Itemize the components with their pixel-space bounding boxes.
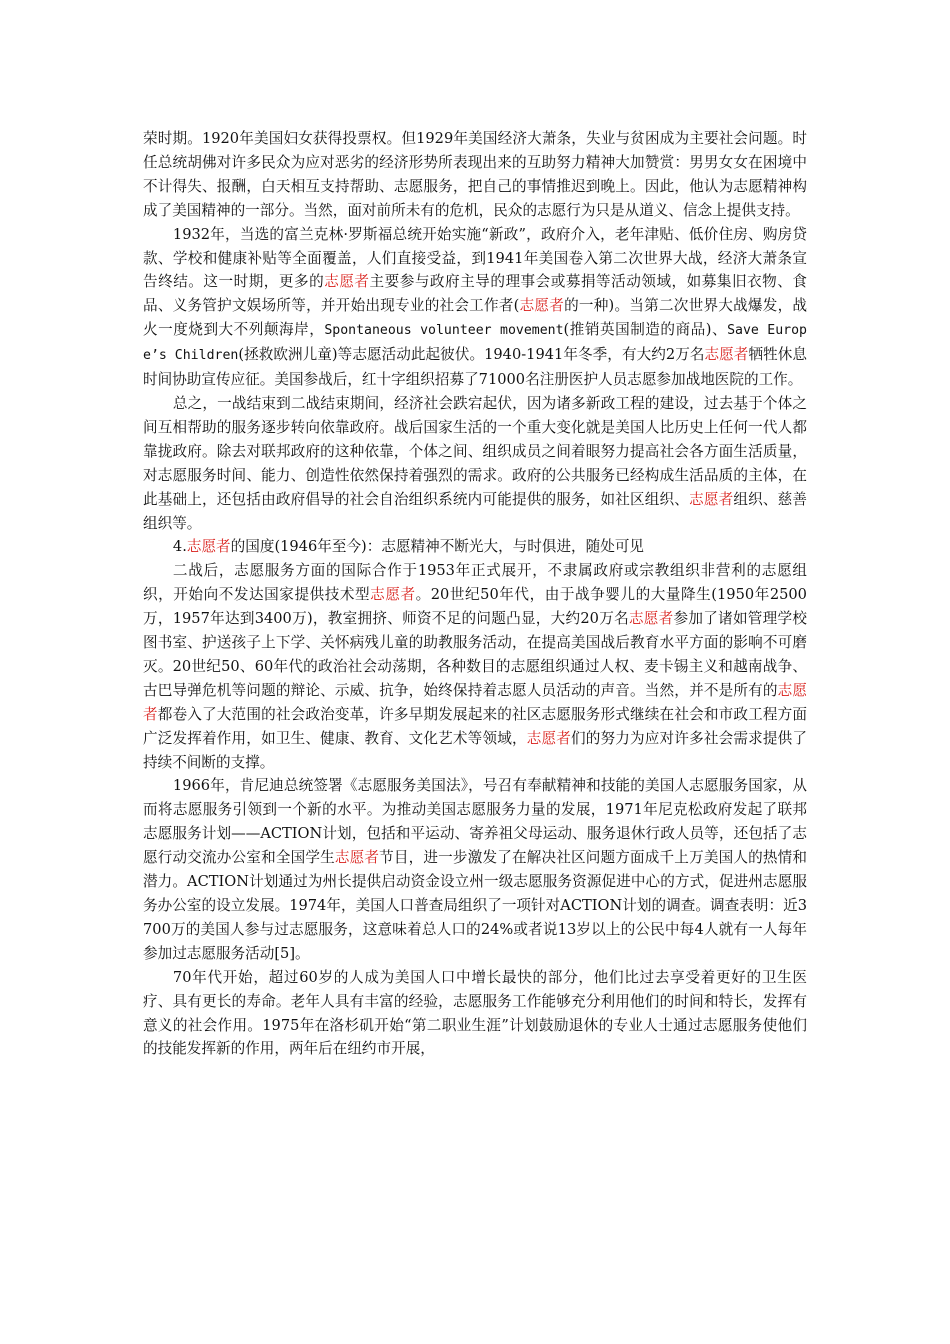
highlighted-term: 志愿者 bbox=[526, 729, 571, 747]
paragraph-p4 bbox=[143, 535, 807, 559]
highlighted-term: 志愿者 bbox=[143, 681, 807, 723]
text-run: 节目，进一步激发了在解决社区问题方面成千上万美国人的热情和潜力。ACTION计划通过为州长提供启动资金设立州一级志愿服务资源促进中心的方式，促进州志愿服务办公室的设立发展。1974年，美国人口普查局组织了一项针对ACTION计划的调查。调查表明：近3700万的美国人参与过志愿服务，这意味着总人口的24%或者说13岁以上的公民中每4人就有一人每年参加过志愿服务活动[5]。 bbox=[143, 849, 807, 962]
text-run: 1932年，当选的富兰克林·罗斯福总统开始实施“新政”，政府介入，老年津贴、低价住房、购房贷款、学校和健康补贴等全面覆盖，人们直接受益，到1941年美国卷入第二次世界大战，经济大萧条宣告终结。这一时期，更多的 bbox=[143, 225, 807, 291]
paragraph-p1 bbox=[143, 127, 807, 223]
text-run: 二战后，志愿服务方面的国际合作于1953年正式展开，不隶属政府或宗教组织非营利的志愿组织，开始向不发达国家提供技术型 bbox=[143, 562, 807, 604]
text-run: 组织、慈善组织等。 bbox=[143, 490, 807, 532]
text-run: 的国度(1946年至今)：志愿精神不断光大，与时俱进，随处可见 bbox=[230, 538, 645, 556]
paragraph-p6 bbox=[143, 774, 807, 965]
highlighted-term: 志愿者 bbox=[370, 586, 416, 604]
highlighted-term: 志愿者 bbox=[628, 610, 674, 628]
latin-phrase: Spontaneous volunteer movement bbox=[324, 323, 564, 339]
text-run: 70年代开始，超过60岁的人成为美国人口中增长最快的部分，他们比过去享受着更好的卫生医疗、具有更长的寿命。老年人具有丰富的经验，志愿服务工作能够充分利用他们的时间和特长，发挥有意义的社会作用。1975年在洛杉矶开始“第二职业生涯”计划鼓励退休的专业人士通过志愿服务使他们的技能发挥新的作用，两年后在纽约市开展， bbox=[143, 968, 807, 1058]
latin-phrase: Save Europe’s Children bbox=[143, 323, 807, 364]
text-run: 荣时期。1920年美国妇女获得投票权。但1929年美国经济大萧条，失业与贫困成为主要社会问题。时任总统胡佛对许多民众为应对恶劣的经济形势所表现出来的互助努力精神大加赞赏：男男女女在困境中不计得失、报酬，白天相互支持帮助、志愿服务，把自己的事情推迟到晚上。因此，他认为志愿精神构成了美国精神的一部分。当然，面对前所未有的危机，民众的志愿行为只是从道义、信念上提供支持。 bbox=[143, 130, 807, 219]
text-run: 牺牲休息时间协助宣传应征。美国参战后，红十字组织招募了71000名注册医护人员志愿参加战地医院的工作。 bbox=[143, 346, 807, 389]
paragraph-p2 bbox=[143, 223, 807, 392]
text-run: 主要参与政府主导的理事会或募捐等活动领域，如募集旧衣物、食品、义务管护文娱场所等，并开始出现专业的社会工作者( bbox=[143, 273, 807, 315]
text-run: 总之，一战结束到二战结束期间，经济社会跌宕起伏，因为诸多新政工程的建设，过去基于个体之间互相帮助的服务逐步转向依靠政府。战后国家生活的一个重大变化就是美国人比历史上任何一代人都靠拢政府。除去对联邦政府的这种依靠，个体之间、组织成员之间着眼努力提高社会各方面生活质量，对志愿服务时间、能力、创造性依然保持着强烈的需求。政府的公共服务已经构成生活品质的主体，在此基础上，还包括由政府倡导的社会自治组织系统内可能提供的服务，如社区组织、 bbox=[143, 394, 807, 508]
paragraph-p5 bbox=[143, 559, 807, 774]
highlighted-term: 志愿者 bbox=[689, 490, 734, 508]
highlighted-term: 志愿者 bbox=[704, 346, 749, 364]
text-run: 4. bbox=[172, 538, 187, 556]
text-run: 的一种)。当第二次世界大战爆发，战火一度烧到大不列颠海岸， bbox=[143, 297, 807, 339]
paragraph-p3 bbox=[143, 392, 807, 535]
text-run: 。20世纪50年代，由于战争婴儿的大量降生(1950年2500万，1957年达到3400万)，教室拥挤、师资不足的问题凸显，大约20万名 bbox=[143, 586, 807, 628]
highlighted-term: 志愿者 bbox=[334, 849, 380, 867]
paragraph-p7 bbox=[143, 966, 807, 1062]
text-run: 参加了诸如管理学校图书室、护送孩子上下学、关怀病残儿童的助教服务活动，在提高美国战后教育水平方面的影响不可磨灭。20世纪50、60年代的政治社会动荡期，各种数目的志愿组织通过人权、麦卡锡主义和越南战争、古巴导弹危机等问题的辩论、示威、抗争，始终保持着志愿人员活动的声音。当然，并不是所有的 bbox=[143, 610, 807, 699]
text-run: 1966年，肯尼迪总统签署《志愿服务美国法》，号召有奉献精神和技能的美国人志愿服务国家，从而将志愿服务引领到一个新的水平。为推动美国志愿服务力量的发展，1971年尼克松政府发起了联邦志愿服务计划——ACTION计划，包括和平运动、寄养祖父母运动、服务退休行政人员等，还包括了志愿行动交流办公室和全国学生 bbox=[143, 777, 807, 867]
document-body bbox=[143, 127, 807, 1061]
highlighted-term: 志愿者 bbox=[186, 538, 231, 556]
highlighted-term: 志愿者 bbox=[519, 297, 565, 315]
text-run: 都卷入了大范围的社会政治变革，许多早期发展起来的社区志愿服务形式继续在社会和市政工程方面广泛发挥着作用，如卫生、健康、教育、文化艺术等领域， bbox=[143, 705, 807, 747]
text-run: (推销英国制造的商品)、 bbox=[563, 321, 728, 339]
text-run: (拯救欧洲儿童)等志愿活动此起彼伏。1940-1941年冬季，有大约2万名 bbox=[238, 346, 705, 364]
text-run: 们的努力为应对许多社会需求提供了持续不间断的支撑。 bbox=[143, 729, 807, 771]
highlighted-term: 志愿者 bbox=[324, 273, 370, 291]
